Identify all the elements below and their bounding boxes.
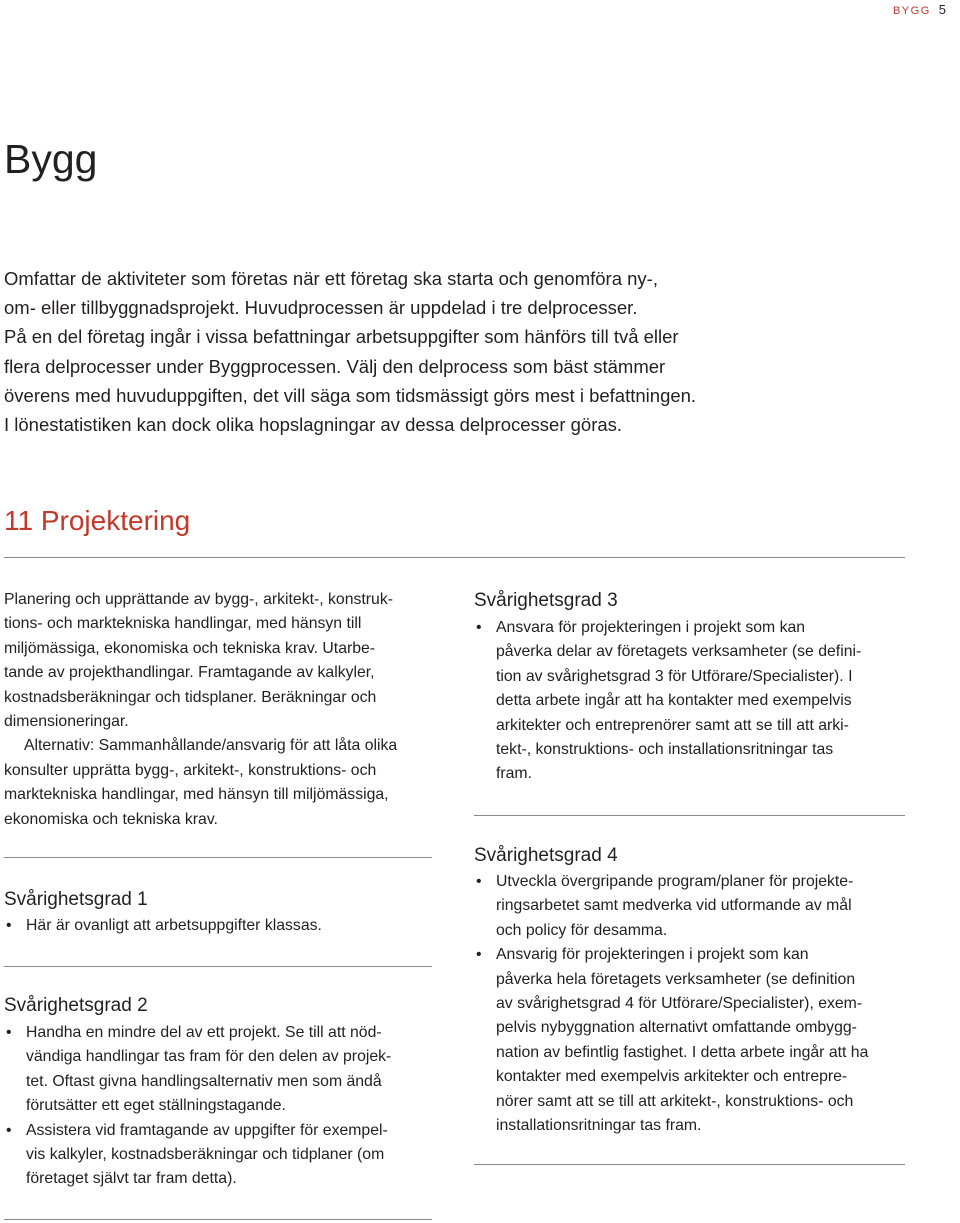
bullet-line: pelvis nybyggnation alternativt omfattande ombygg-: [496, 1019, 857, 1037]
description-line: miljömässiga, ekonomiska och tekniska krav. Utarbe-: [4, 639, 376, 657]
intro-line: Omfattar de aktiviteter som företas när ett företag ska starta och genomföra ny-,: [4, 268, 658, 289]
description-line: Planering och upprättande av bygg-, arkitekt-, konstruk-: [4, 591, 393, 608]
intro-line: flera delprocesser under Byggprocessen. Välj den delprocess som bäst stämmer: [4, 355, 666, 377]
description-paragraph: [4, 588, 434, 734]
grade-2-bullet: [4, 1119, 434, 1192]
bullet-line: Assistera vid framtagande av uppgifter för exempel-: [26, 1121, 388, 1139]
bullet-line: tet. Oftast givna handlingsalternativ men som ändå: [26, 1072, 382, 1090]
description-line: tande av projekthandlingar. Framtagande av kalkyler,: [4, 664, 375, 682]
description-line: tions- och marktekniska handlingar, med hänsyn till: [4, 615, 362, 633]
description-line: kostnadsberäkningar och tidsplaner. Beräkningar och: [4, 688, 377, 706]
bullet-line: företaget självt tar fram detta).: [26, 1170, 237, 1188]
page-title: Bygg: [4, 136, 98, 182]
bullet-line: Här är ovanligt att arbetsuppgifter klassas.: [26, 917, 322, 934]
description-line: dimensioneringar.: [4, 713, 129, 731]
bullet-line: nörer samt att se till att arkitekt-, konstruktions- och: [496, 1092, 854, 1110]
bullet-icon: •: [6, 1024, 12, 1041]
section-title: 11 Projektering: [4, 505, 191, 536]
bullet-icon: •: [6, 917, 12, 934]
bullet-line: förutsätter ett eget ställningstagande.: [26, 1097, 286, 1115]
running-header: [893, 2, 946, 17]
bullet-line: arkitekter och entreprenörer samt att se till att arki-: [496, 716, 849, 734]
divider-before-grade-1: [4, 857, 432, 858]
grade-3-list: [474, 616, 914, 787]
bullet-icon: •: [476, 619, 482, 636]
alternative-line: konsulter upprätta bygg-, arkitekt-, konstruktions- och: [4, 761, 377, 779]
section-divider: [4, 557, 905, 558]
intro-line: I lönestatistiken kan dock olika hopslagningar av dessa delprocesser göras.: [4, 414, 623, 436]
divider-bottom-left: [4, 1219, 432, 1220]
bullet-line: detta arbete ingår att ha kontakter med exempelvis: [496, 692, 852, 710]
grade-2-bullet: [4, 1021, 434, 1119]
grade-3-title: Svårighetsgrad 3: [474, 590, 618, 611]
bullet-line: tekt-, konstruktions- och installationsritningar tas: [496, 741, 834, 759]
grade-4-list: [474, 870, 914, 1138]
grade-2-list: [4, 1021, 434, 1192]
divider-before-grade-2: [4, 966, 432, 967]
bullet-icon: •: [476, 946, 482, 964]
bullet-line: Ansvara för projekteringen i projekt som kan: [496, 619, 806, 636]
bullet-line: fram.: [496, 765, 532, 783]
alternative-paragraph: [4, 734, 434, 832]
running-header-section: BYGG: [892, 5, 931, 17]
alternative-line: ekonomiska och tekniska krav.: [4, 810, 218, 828]
intro-paragraph: [4, 264, 924, 439]
grade-3-bullet: [474, 616, 914, 787]
alternative-line: Alternativ: Sammanhållande/ansvarig för att låta olika: [24, 737, 398, 755]
alternative-line: marktekniska handlingar, med hänsyn till miljömässiga,: [4, 786, 389, 804]
bullet-line: kontakter med exempelvis arkitekter och entrepre-: [496, 1068, 848, 1086]
bullet-line: vis kalkyler, kostnadsberäkningar och tidplaner (om: [26, 1146, 385, 1164]
bullet-line: av svårighetsgrad 4 för Utförare/Specialister), exem-: [496, 995, 863, 1013]
divider-before-grade-4: [474, 815, 905, 816]
bullet-line: påverka delar av företagets verksamheter (se defini-: [496, 643, 862, 661]
bullet-line: påverka hela företagets verksamheter (se definition: [496, 970, 856, 988]
grade-4-bullet: [474, 943, 914, 1138]
grade-4-title: Svårighetsgrad 4: [474, 845, 618, 866]
bullet-line: Utveckla övergripande program/planer för projekte-: [496, 873, 854, 890]
bullet-line: Handha en mindre del av ett projekt. Se till att nöd-: [26, 1024, 382, 1041]
bullet-line: och policy för desamma.: [496, 921, 668, 939]
bullet-icon: •: [476, 873, 482, 890]
divider-bottom-right: [474, 1164, 905, 1165]
bullet-line: nation av befintlig fastighet. I detta arbete ingår att ha: [496, 1043, 869, 1061]
grade-2-title: Svårighetsgrad 2: [4, 995, 148, 1016]
bullet-line: vändiga handlingar tas fram för den delen av projek-: [26, 1048, 392, 1066]
grade-1-list: [4, 914, 434, 938]
bullet-line: ringsarbetet samt medverka vid utformande av mål: [496, 897, 852, 915]
bullet-icon: •: [6, 1121, 12, 1139]
intro-line: överens med huvuduppgiften, det vill säga som tidsmässigt görs mest i befattningen.: [4, 384, 697, 406]
intro-line: På en del företag ingår i vissa befattningar arbetsuppgifter som hänförs till två eller: [4, 326, 679, 348]
page-number: 5: [938, 2, 946, 17]
bullet-line: tion av svårighetsgrad 3 för Utförare/Specialister). I: [496, 667, 853, 685]
grade-4-bullet: [474, 870, 914, 943]
intro-line: om- eller tillbyggnadsprojekt. Huvudprocessen är uppdelad i tre delprocesser.: [4, 297, 638, 319]
grade-1-bullet: [4, 914, 434, 938]
bullet-line: Ansvarig för projekteringen i projekt som kan: [496, 946, 809, 964]
bullet-line: installationsritningar tas fram.: [496, 1117, 702, 1135]
section-description: [4, 588, 434, 832]
grade-1-title: Svårighetsgrad 1: [4, 889, 148, 910]
